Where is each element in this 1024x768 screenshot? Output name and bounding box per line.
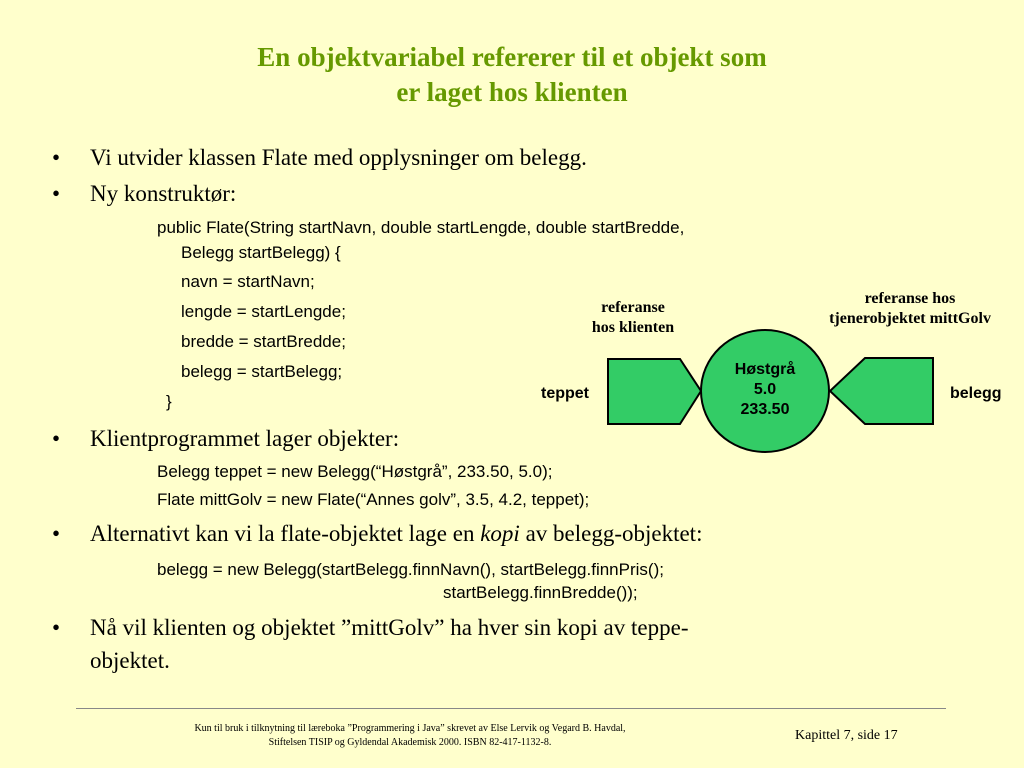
code-line-1: public Flate(String startNavn, double startLengde, double startBredde, xyxy=(157,218,685,237)
bullet-dot: • xyxy=(52,181,61,206)
code-line-6: belegg = startBelegg; xyxy=(181,362,343,381)
footer-citation xyxy=(130,722,690,750)
bullet-4-text-pre: Alternativt kan vi la flate-objektet lage en xyxy=(90,521,481,546)
client-reference-arrow xyxy=(608,359,701,424)
bullet-5-text-line-1: Nå vil klienten og objektet ”mittGolv” ha hver sin kopi av teppe- xyxy=(90,615,689,640)
footer-divider xyxy=(76,708,946,709)
code-line-7: } xyxy=(166,392,172,411)
client-reference-label-line-2: hos klienten xyxy=(591,319,675,336)
bullet-4-emphasis: kopi xyxy=(480,521,520,546)
object-price: 233.50 xyxy=(740,401,790,418)
belegg-variable-label: belegg xyxy=(950,385,1002,402)
code-line-11: startBelegg.finnBredde()); xyxy=(443,583,638,602)
code-line-10: belegg = new Belegg(startBelegg.finnNavn(), startBelegg.finnPris(); xyxy=(157,560,664,579)
code-line-8: Belegg teppet = new Belegg(“Høstgrå”, 233.50, 5.0); xyxy=(157,462,553,481)
bullet-5-continuation: objektet. xyxy=(90,648,170,673)
server-reference-arrow xyxy=(830,358,933,424)
bullet-3-text: Klientprogrammet lager objekter: xyxy=(90,426,400,451)
belegg-object-values xyxy=(700,360,830,420)
code-line-5: bredde = startBredde; xyxy=(181,332,346,351)
bullet-dot: • xyxy=(52,521,61,546)
teppet-variable-label: teppet xyxy=(541,385,589,402)
code-line-3: navn = startNavn; xyxy=(181,272,315,291)
title-line-1: En objektvariabel refererer til et objekt som xyxy=(257,42,767,72)
bullet-4-text-post: av belegg-objektet: xyxy=(519,521,703,546)
bullet-dot: • xyxy=(52,145,61,170)
page-number: Kapittel 7, side 17 xyxy=(795,728,898,743)
footer-citation-line-1: Kun til bruk i tilknytning til læreboka ”Programmering i Java” skrevet av Else Lervik og Vegard B. Havdal, xyxy=(194,723,626,734)
code-line-4: lengde = startLengde; xyxy=(181,302,346,321)
footer-citation-line-2: Stiftelsen TISIP og Gyldendal Akademisk 2000. ISBN 82-417-1132-8. xyxy=(268,737,552,748)
bullet-dot: • xyxy=(52,615,61,640)
code-line-2: Belegg startBelegg) { xyxy=(181,243,341,262)
object-name: Høstgrå xyxy=(734,361,796,378)
bullet-dot: • xyxy=(52,426,61,451)
object-width: 5.0 xyxy=(753,381,777,398)
server-reference-label-line-1: referanse hos xyxy=(864,290,956,307)
client-reference-label-line-1: referanse xyxy=(601,299,665,316)
code-line-9: Flate mittGolv = new Flate(“Annes golv”, 3.5, 4.2, teppet); xyxy=(157,490,590,509)
title-line-2: er laget hos klienten xyxy=(396,77,628,107)
server-reference-label-line-2: tjenerobjektet mittGolv xyxy=(829,310,991,327)
bullet-1-text: Vi utvider klassen Flate med opplysninger om belegg. xyxy=(90,145,587,170)
bullet-2-text: Ny konstruktør: xyxy=(90,181,237,206)
